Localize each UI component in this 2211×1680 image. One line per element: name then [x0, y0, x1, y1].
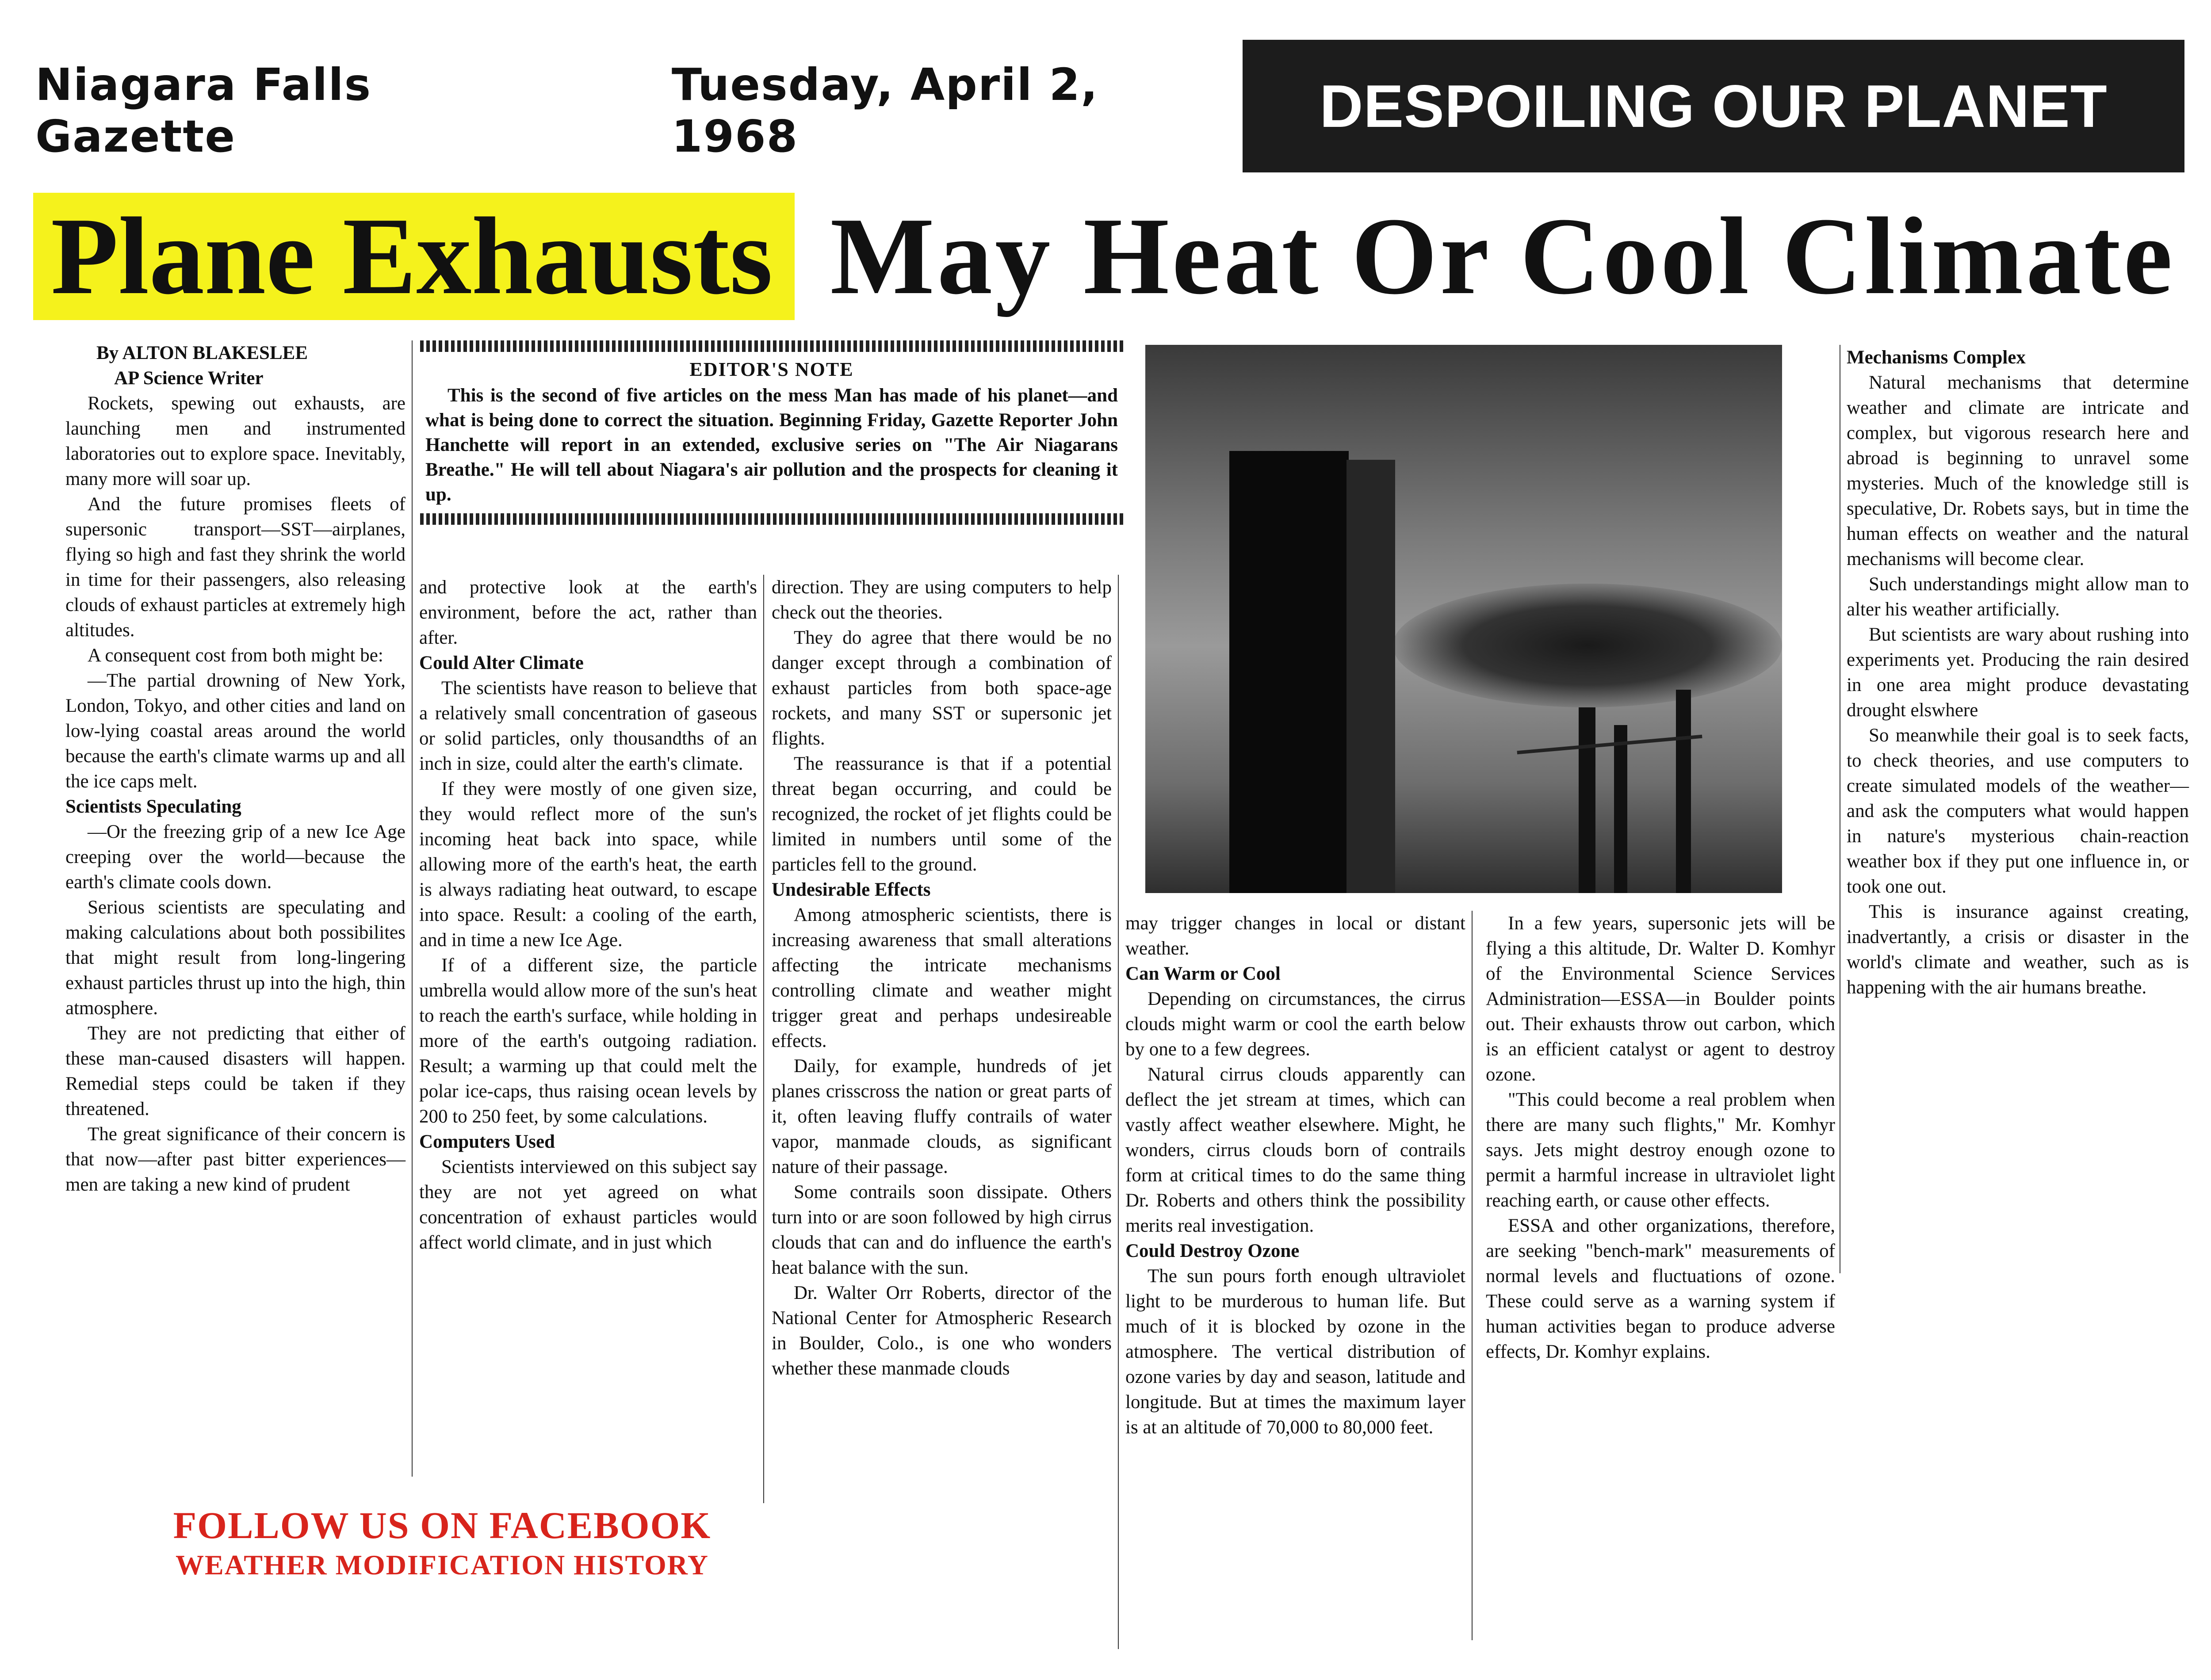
column-4 [1125, 911, 1473, 1640]
paragraph: Depending on circumstances, the cirrus clouds might warm or cool the earth below by one to a few degrees. [1125, 989, 1465, 1060]
column-6-body [1847, 345, 2189, 1000]
masthead [35, 59, 1229, 162]
paragraph: Natural mechanisms that determine weather and climate are intricate and complex, but vigorous research here and abroad is beginning to unravel some mysteries. Much of the knowledge still is speculative, Dr. Robets says, but in time the human effects on weather and the natural mechanisms will become clear. [1847, 372, 2189, 569]
paragraph: may trigger changes in local or distant weather. [1125, 913, 1465, 959]
byline-name: By ALTON BLAKESLEE [96, 343, 308, 363]
column-2-body [419, 575, 757, 1255]
paragraph: If of a different size, the particle umbrella would allow more of the sun's heat to reach the earth's surface, while holding in more of the earth's outgoing radiation. Result; a warming up that could melt the polar ice-caps, thus raising ocean levels by 200 to 250 feet, by some calculations. [419, 955, 757, 1127]
photo-lamp-post [1517, 735, 1702, 755]
paragraph: And the future promises fleets of supersonic transport—SST—airplanes, flying so high and fast they shrink the world in time for their passengers, also releasing clouds of exhaust particles at extremely high altitudes. [65, 494, 405, 641]
subhead: Could Alter Climate [419, 653, 584, 673]
paragraph: —Or the freezing grip of a new Ice Age creeping over the world—because the earth's climate cools down. [65, 821, 405, 893]
paragraph: They do agree that there would be no danger except through a combination of exhaust particles from both space-age rockets, and many SST or supersonic jet flights. [772, 627, 1112, 749]
editors-note [420, 340, 1123, 566]
column-5-body [1486, 911, 1835, 1364]
photo-building [1229, 451, 1349, 893]
paragraph: They are not predicting that either of these man-caused disasters will happen. Remedial steps could be taken if they threatened. [65, 1023, 405, 1119]
newspaper-name: Niagara Falls Gazette [35, 59, 372, 162]
paragraph: Rockets, spewing out exhausts, are launching men and instrumented laboratories out to explore space. Inevitably, many more will soar up. [65, 393, 405, 489]
paragraph: —The partial drowning of New York, London, Tokyo, and other cities and land on low-lying coastal areas around the world because the earth's climate warms up and all the ice caps melt. [65, 670, 405, 792]
headline [33, 190, 2209, 323]
column-2 [419, 575, 764, 1503]
editors-note-title: EDITOR'S NOTE [689, 359, 854, 380]
paragraph: This is insurance against creating, inadvertantly, a crisis or disaster in the world's climate and weather, such as is happening with the air humans breathe. [1847, 901, 2189, 998]
paragraph: Daily, for example, hundreds of jet planes crisscross the nation or great parts of it, often leaving fluffy contrails of water vapor, manmade clouds, as significant nature of their passage. [772, 1056, 1112, 1177]
photo-building-side [1346, 460, 1395, 893]
follow-line-1: FOLLOW US ON FACEBOOK [173, 1504, 711, 1546]
paragraph: The sun pours forth enough ultraviolet light to be murderous to human life. But much of it is blocked by ozone in the atmosphere. The vertical distribution of ozone varies by day and season, latitude and longitude. But at times the maximum layer is at an altitude of 70,000 to 80,000 feet. [1125, 1266, 1465, 1438]
column-5 [1486, 911, 1835, 1561]
paragraph: Some contrails soon dissipate. Others turn into or are soon followed by high cirrus clouds that can and do influence the earth's heat balance with the sun. [772, 1182, 1112, 1278]
smokestack-photo [1145, 345, 1782, 893]
paragraph: Scientists interviewed on this subject say they are not yet agreed on what concentration of exhaust particles would affect world climate, and in just which [419, 1157, 757, 1253]
paragraph: and protective look at the earth's environment, before the act, rather than after. [419, 577, 757, 648]
paragraph: Natural cirrus clouds apparently can deflect the jet stream at times, which can vastly affect weather elsewhere. Might, he wonders, cirrus clouds born of contrails form at critical times to do the same thing Dr. Roberts and others think the possibility merits real investigation. [1125, 1064, 1465, 1236]
subhead: Computers Used [419, 1131, 555, 1152]
column-3-body [772, 575, 1112, 1381]
paragraph: Such understandings might allow man to alter his weather artificially. [1847, 574, 2189, 620]
paragraph: Dr. Walter Orr Roberts, director of the National Center for Atmospheric Research in Boulder, Colo., is one who wonders whether these manmade clouds [772, 1283, 1112, 1379]
paragraph: Serious scientists are speculating and making calculations about both possibilites that might result from long-lingering exhaust particles thrust up into the high, thin atmosphere. [65, 897, 405, 1019]
byline-role: AP Science Writer [114, 368, 264, 389]
paragraph: But scientists are wary about rushing into experiments yet. Producing the rain desired in one area might produce devastating drought elswhere [1847, 624, 2189, 721]
photo-smokestack [1676, 690, 1691, 893]
column-6 [1840, 345, 2189, 1273]
paragraph: In a few years, supersonic jets will be flying a this altitude, Dr. Walter D. Komhyr of the Environmental Science Services Administration—ESSA—in Boulder points out. Their exhausts throw out carbon, which is an efficient catalyst or agent to destroy ozone. [1486, 913, 1835, 1085]
paragraph: "This could become a real problem when there are many such flights," Mr. Komhyr says. Jets might destroy enough ozone to permit a harmful increase in ultraviolet light reaching earth, or cause other effects. [1486, 1089, 1835, 1211]
paragraph: The great significance of their concern is that now—after past bitter experiences—men are taking a new kind of prudent [65, 1124, 405, 1195]
photo-smokestack [1614, 725, 1627, 893]
editors-note-text: This is the second of five articles on the mess Man has made of his planet—and what is being done to correct the situation. Beginning Friday, Gazette Reporter John Hanchette will report in an extended, exclusive series on "The Air Niagarans Breathe." He will tell about Niagara's air pollution and the prospects for cleaning it up. [425, 385, 1118, 505]
subhead: Scientists Speculating [65, 796, 241, 817]
paragraph: direction. They are using computers to help check out the theories. [772, 577, 1112, 623]
photo-smoke-cloud [1393, 584, 1782, 707]
follow-line-2: WEATHER MODIFICATION HISTORY [176, 1549, 709, 1581]
paragraph: A consequent cost from both might be: [88, 645, 383, 666]
column-3 [772, 575, 1119, 1649]
subhead: Can Warm or Cool [1125, 963, 1281, 984]
section-banner: DESPOILING OUR PLANET [1243, 40, 2184, 172]
subhead: Mechanisms Complex [1847, 347, 2026, 368]
column-1 [65, 340, 413, 1477]
subhead: Undesirable Effects [772, 879, 931, 900]
headline-rest: May Heat Or Cool Climate [830, 195, 2175, 317]
paragraph: The reassurance is that if a potential threat began occurring, and could be recognized, the rocket of jet flights could be limited in numbers until some of the particles fell to the ground. [772, 753, 1112, 875]
paragraph: If they were mostly of one given size, they would reflect more of the sun's incoming heat back into space, while allowing more of the earth's heat, the earth is always radiating heat outward, to escape into space. Result: a cooling of the earth, and in time a new Ice Age. [419, 779, 757, 951]
issue-date: Tuesday, April 2, 1968 [671, 59, 1099, 162]
headline-highlight: Plane Exhausts [33, 193, 795, 320]
paragraph: ESSA and other organizations, therefore, are seeking "bench-mark" measurements of normal levels and fluctuations of ozone. These could serve as a warning system if human activities began to produce adverse effects, Dr. Komhyr explains. [1486, 1215, 1835, 1362]
facebook-promo [133, 1503, 752, 1587]
paragraph: The scientists have reason to believe that a relatively small concentration of gaseous or solid particles, only thousandths of an inch in size, could alter the earth's climate. [419, 678, 757, 774]
dotted-rule [420, 513, 1123, 525]
paragraph: Among atmospheric scientists, there is increasing awareness that small alterations affecting the intricate mechanisms controlling climate and weather might trigger great and perhaps undesireable effects. [772, 905, 1112, 1051]
column-1-body [65, 391, 405, 1197]
paragraph: So meanwhile their goal is to seek facts, to check theories, and use computers to create simulated models of the weather—and ask the computers what would happen in nature's mysterious chain-reaction weather box if they put one influence in, or took one out. [1847, 725, 2189, 897]
dotted-rule [420, 340, 1123, 352]
photo-smokestack [1579, 707, 1595, 893]
column-4-body [1125, 911, 1465, 1440]
subhead: Could Destroy Ozone [1125, 1241, 1300, 1261]
